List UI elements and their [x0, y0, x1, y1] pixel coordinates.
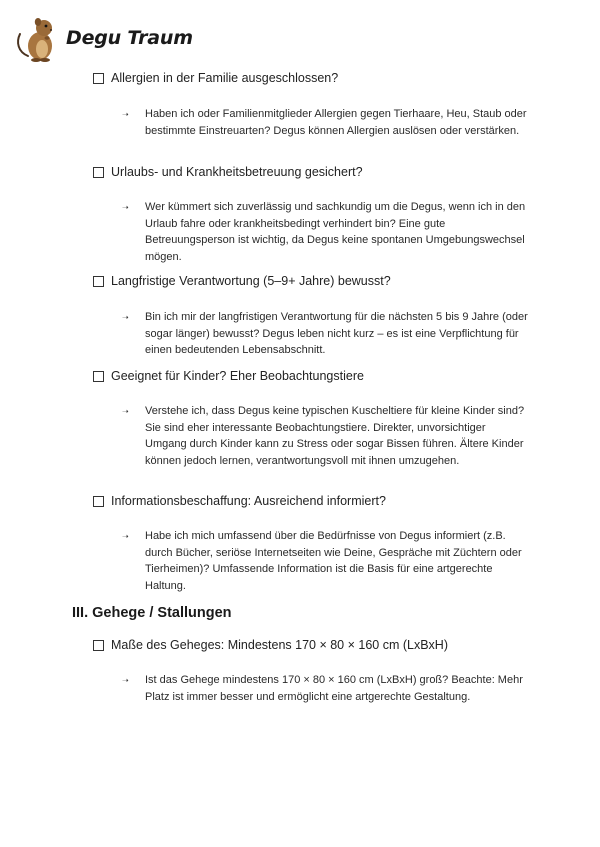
section-heading: III. Gehege / Stallungen	[72, 605, 232, 621]
arrow-icon: ➝	[122, 532, 129, 541]
checklist-item[interactable]	[93, 274, 391, 288]
checkbox[interactable]	[93, 640, 104, 651]
brand-logo[interactable]	[14, 12, 193, 64]
answer-text: Habe ich mich umfassend über die Bedürfnisse von Degus informiert (z.B. durch Bücher, seriöse Internetseiten wie Deine, Gespräche mit Züchtern oder Tierheimen)? Umfassende Information ist die Basis für eine artgerechte Haltung.	[145, 530, 522, 592]
checkbox[interactable]	[93, 73, 104, 84]
checklist-item[interactable]	[93, 71, 338, 85]
arrow-icon: ➝	[122, 676, 129, 685]
arrow-icon: ➝	[122, 313, 129, 322]
arrow-icon: ➝	[122, 407, 129, 416]
brand-name: Degu Traum	[66, 27, 193, 49]
arrow-icon: ➝	[122, 110, 129, 119]
degu-logo-icon	[14, 12, 66, 64]
question-text: Urlaubs- und Krankheitsbetreuung gesichert?	[111, 165, 363, 179]
question-text: Informationsbeschaffung: Ausreichend informiert?	[111, 494, 386, 508]
answer-text: Ist das Gehege mindestens 170 × 80 × 160 cm (LxBxH) groß? Beachte: Mehr Platz ist immer besser und ermöglicht eine artgerechte Gestaltung.	[145, 674, 523, 703]
checklist-item[interactable]	[93, 369, 364, 383]
answer-text: Bin ich mir der langfristigen Verantwortung für die nächsten 5 bis 9 Jahre (oder sogar länger) bewusst? Degus leben nicht kurz – es ist eine Verpflichtung für einen bedeutenden Lebensabschnitt.	[145, 311, 528, 356]
question-text: Allergien in der Familie ausgeschlossen?	[111, 71, 339, 85]
checkbox[interactable]	[93, 167, 104, 178]
answer-text: Wer kümmert sich zuverlässig und sachkundig um die Degus, wenn ich in den Urlaub fahre oder krankheitsbedingt verhindert bin? Eine gute Betreuungsperson ist wichtig, da Degus keine spontanen Umgebungswechsel mögen.	[145, 201, 526, 263]
checklist-item[interactable]	[93, 165, 363, 179]
answer-text: Haben ich oder Familienmitglieder Allergien gegen Tierhaare, Heu, Staub oder bestimmte Einstreuarten? Degus können Allergien auslösen oder verstärken.	[145, 108, 527, 137]
checklist-item[interactable]	[93, 638, 448, 652]
question-text: Maße des Geheges: Mindestens 170 × 80 × 160 cm (LxBxH)	[111, 638, 448, 652]
checkbox[interactable]	[93, 371, 104, 382]
question-text: Langfristige Verantwortung (5–9+ Jahre) bewusst?	[111, 274, 391, 288]
answer-text: Verstehe ich, dass Degus keine typischen Kuscheltiere für kleine Kinder sind? Sie sind eher interessante Beobachtungstiere. Direkter, unvorsichtiger Umgang durch Kinder kann zu Stress oder sogar Bissen führen. Ältere Kinder können jedoch lernen, verantwortungsvoll mit ihnen umzugehen.	[145, 405, 525, 467]
question-text: Geeignet für Kinder? Eher Beobachtungstiere	[111, 369, 364, 383]
arrow-icon: ➝	[122, 203, 129, 212]
checkbox[interactable]	[93, 276, 104, 287]
checklist-item[interactable]	[93, 494, 386, 508]
checkbox[interactable]	[93, 496, 104, 507]
